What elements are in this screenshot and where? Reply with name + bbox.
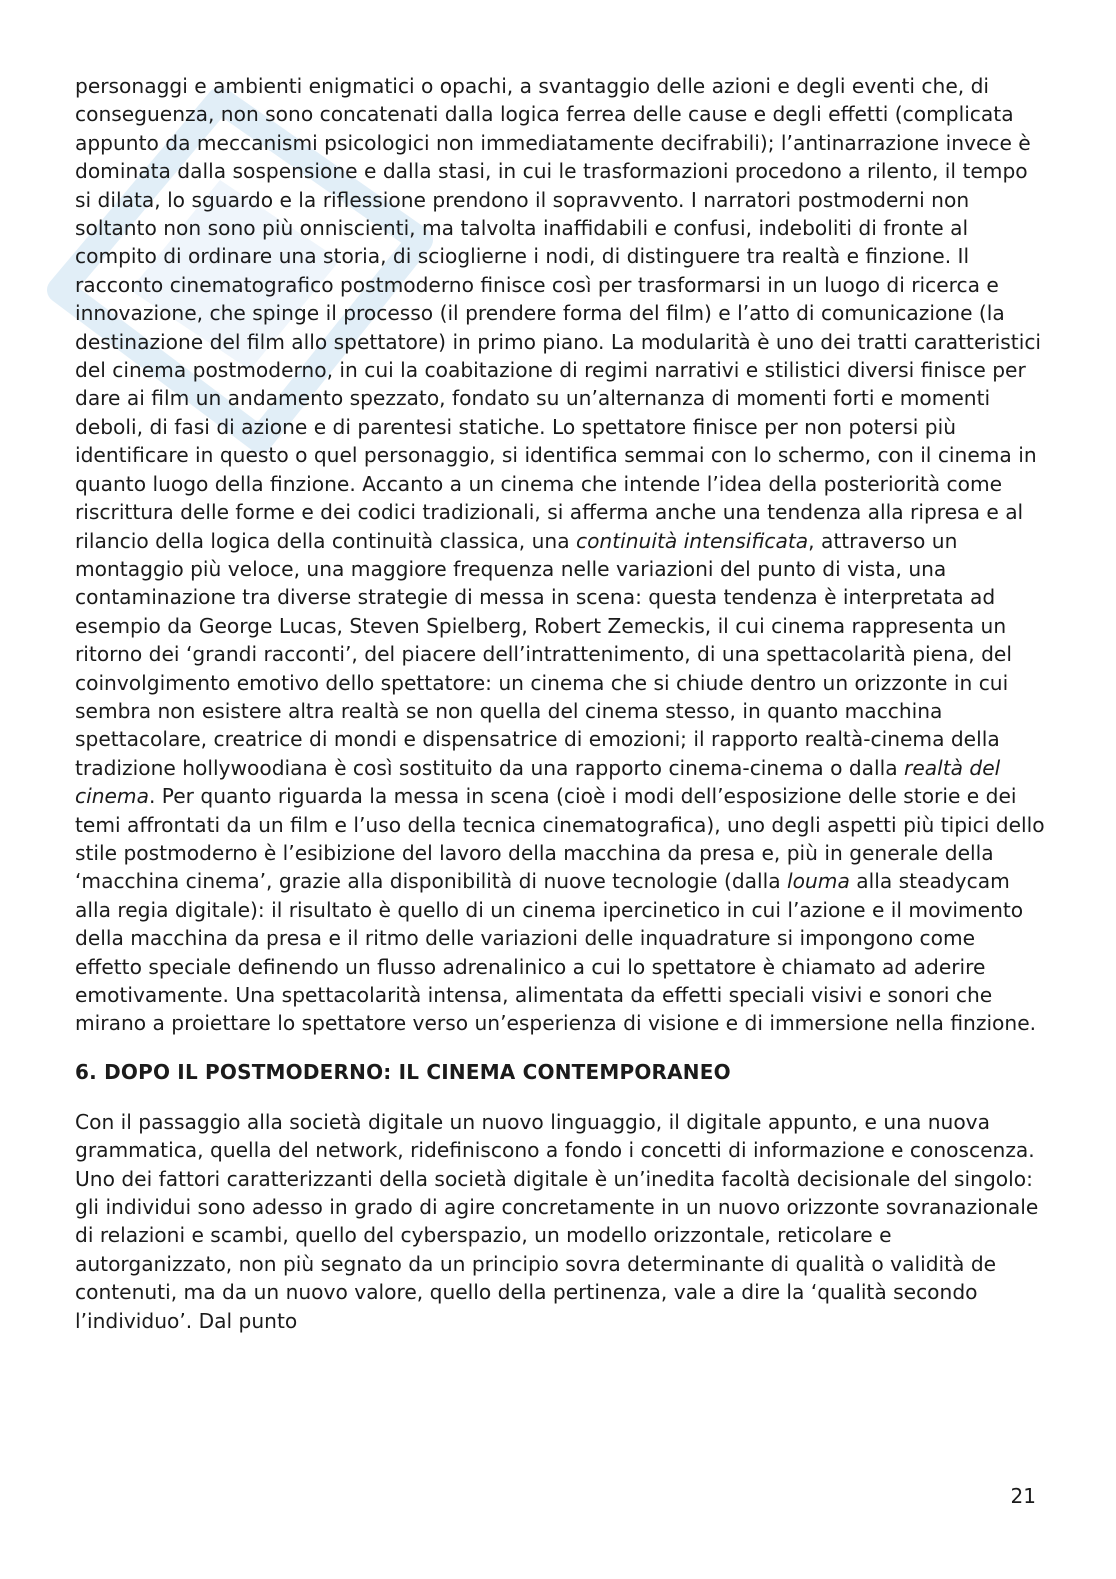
paragraph-1-text-d: alla steadycam alla regia digitale): il risultato è quello di un cinema ipercinetico in cui l’azione e il movimento della macchina da presa e il ritmo delle variazioni delle inquadrature si impongono come effetto speciale definendo un flusso adrenalinico a cui lo spettatore è chiamato ad aderire emotivamente. Una spettacolarità intensa, alimentata da effetti speciali visivi e sonori che mirano a proiettare lo spettatore verso un’esperienza di visione e di immersione nella finzione. [75, 869, 1037, 1036]
page-number: 21 [1010, 1484, 1036, 1508]
body-paragraph-1 [75, 72, 1045, 1038]
paragraph-1-text-b: , attraverso un montaggio più veloce, una maggiore frequenza nelle variazioni del punto di vista, una contaminazione tra diverse strategie di messa in scena: questa tendenza è interpretata ad esempio da George Lucas, Steven Spielberg, Robert Zemeckis, il cui cinema rappresenta un ritorno dei ‘grandi racconti’, del piacere dell’intrattenimento, di una spettacolarità piena, del coinvolgimento emotivo dello spettatore: un cinema che si chiude dentro un orizzonte in cui sembra non esistere altra realtà se non quella del cinema stesso, in quanto macchina spettacolare, creatrice di mondi e dispensatrice di emozioni; il rapporto realtà-cinema della tradizione hollywoodiana è così sostituito da una rapporto cinema-cinema o dalla [75, 528, 1012, 780]
body-paragraph-2: Con il passaggio alla società digitale un nuovo linguaggio, il digitale appunto, e una nuova grammatica, quella del network, ridefiniscono a fondo i concetti di informazione e conoscenza. Uno dei fattori caratterizzanti della società digitale è un’inedita facoltà decisionale del singolo: gli individui sono adesso in grado di agire concretamente in un nuovo orizzonte sovranazionale di relazioni e scambi, quello del cyberspazio, un modello orizzontale, reticolare e autorganizzato, non più segnato da un principio sovra determinante di qualità o validità de contenuti, ma da un nuovo valore, quello della pertinenza, vale a dire la ‘qualità secondo l’individuo’. Dal punto [75, 1109, 1039, 1333]
italic-term-realta: realtà del cinema [75, 755, 1001, 809]
italic-term-continuita: continuità intensificata [575, 528, 809, 553]
paragraph-1-text-c: . Per quanto riguarda la messa in scena (cioè i modi dell’esposizione delle storie e dei temi affrontati da un film e l’uso della tecnica cinematografica), uno degli aspetti più tipici dello stile postmoderno è l’esibizione del lavoro della macchina da presa e, più in generale della ‘macchina cinema’, grazie alla disponibilità di nuove tecnologie (dalla [75, 784, 1045, 894]
paragraph-1-text-a: personaggi e ambienti enigmatici o opachi, a svantaggio delle azioni e degli eventi che, di conseguenza, non sono concatenati dalla logica ferrea delle cause e degli effetti (complicata appunto da meccanismi psicologici non immediatamente decifrabili); l’antinarrazione invece è dominata dalla sospensione e dalla stasi, in cui le trasformazioni procedono a rilento, il tempo si dilata, lo sguardo e la riflessione prendono il sopravvento. I narratori postmoderni non soltanto non sono più onniscienti, ma talvolta inaffidabili e confusi, indeboliti di fronte al compito di ordinare una storia, di scioglierne i nodi, di distinguere tra realtà e finzione. Il racconto cinematografico postmoderno finisce così per trasformarsi in un luogo di ricerca e innovazione, che spinge il processo (il prendere forma del film) e l’atto di comunicazione (la destinazione del film allo spettatore) in primo piano. La modularità è uno dei tratti caratteristici del cinema postmoderno, in cui la coabitazione di regimi narrativi e stilistici diversi finisce per dare ai film un andamento spezzato, fondato su un’alternanza di momenti forti e momenti deboli, di fasi di azione e di parentesi statiche. Lo spettatore finisce per non potersi più identificare in questo o quel personaggio, si identifica semmai con lo schermo, con il cinema in quanto luogo della finzione. Accanto a un cinema che intende l’idea della posteriorità come riscrittura delle forme e dei codici tradizionali, si afferma anche una tendenza alla ripresa e al rilancio della logica della continuità classica, una [75, 74, 1042, 553]
section-heading: 6. DOPO IL POSTMODERNO: IL CINEMA CONTEMPORANEO [75, 1059, 731, 1084]
italic-term-louma: louma [787, 869, 850, 894]
document-page [75, 72, 1045, 1335]
